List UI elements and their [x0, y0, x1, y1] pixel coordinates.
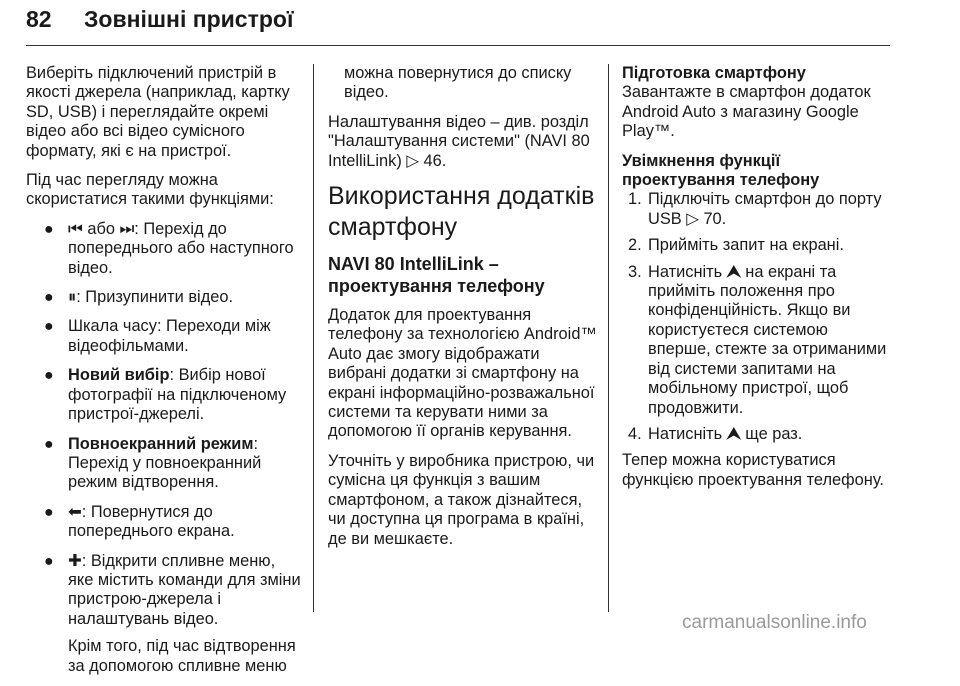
plus-icon: ✚ — [68, 551, 82, 570]
android-auto-icon: ⮝ — [726, 262, 741, 281]
bullet-dot: ● — [44, 367, 54, 385]
bullet-new-selection: ● Новий вибір: Вибір нової фотографії на підключеному пристрої-джерелі. — [44, 366, 287, 424]
watermark: carmanualsonline.info — [682, 612, 867, 633]
projection-description: Додаток для проектування телефону за технологією Android™ Auto дає змогу відображати вибрані додатки зі смартфону на екрані інформаційно-розважальної системи та керувати ними за допомогою її органів керування. — [328, 306, 597, 441]
step-3: 3. Натисніть ⮝ на екрані та прийміть положення про конфіденційність. Якщо ви користуєтеся системою вперше, стежте за отриманими від системи запитами на мобільному пристрої, щоб продовжити. — [628, 262, 887, 417]
prep-title: Підготовка смартфону — [622, 64, 806, 82]
bullet-dot: ● — [44, 318, 54, 336]
page-ref-icon: ▷ — [406, 151, 419, 170]
column-divider-1 — [313, 64, 314, 612]
page-header — [26, 6, 293, 42]
page-ref-icon: ▷ — [686, 209, 699, 228]
column-1 — [26, 64, 301, 686]
skip-back-icon: ⏮ — [68, 219, 83, 238]
section-heading: Використання додатків смартфону — [328, 182, 595, 242]
step-2: 2. Прийміть запит на екрані. — [628, 236, 844, 255]
bullet-dot: ● — [44, 289, 54, 307]
column-divider-2 — [608, 64, 609, 612]
bullet-dot: ● — [44, 435, 54, 453]
bullet-back: ● ⬅: Повернутися до попереднього екрана. — [44, 502, 235, 541]
enable-title: Увімкнення функції проектування телефону — [622, 151, 820, 190]
functions-intro: Під час перегляду можна скористатися такими функціями: — [26, 171, 274, 209]
header-divider — [26, 45, 890, 46]
compatibility-note: Уточніть у виробника пристрою, чи сумісна ця функція з вашим смартфоном, а також дізнайтеся, чи доступна ця програма в країні, де ви мешкаєте. — [328, 451, 595, 548]
video-settings-ref: Налаштування відео – див. розділ "Налаштування системи" (NAVI 80 IntelliLink) ▷ 46. — [328, 112, 590, 170]
continuation-text: можна повернутися до списку відео. — [344, 64, 572, 102]
page-number: 82 — [26, 6, 52, 32]
subsection-heading: NAVI 80 IntelliLink – проектування телефону — [328, 254, 545, 297]
prep-text: Завантажте в смартфон додаток Android Auto з магазину Google Play™. — [622, 83, 871, 141]
column-3 — [622, 64, 890, 500]
bullet-dot: ● — [44, 552, 54, 570]
skip-forward-icon: ⏭ — [119, 219, 135, 238]
page-title: Зовнішні пристрої — [84, 6, 294, 32]
popup-menu-continuation: Крім того, під час відтворення за допомогою спливне меню — [68, 637, 296, 675]
column-2 — [328, 64, 598, 559]
pause-icon: ⏸ — [68, 288, 77, 307]
bullet-timeline: ● Шкала часу: Переходи між відеофільмами. — [44, 317, 271, 355]
step-4: 4. Натисніть ⮝ ще раз. — [628, 424, 803, 443]
bullet-pause: ● ⏸: Призупинити відео. — [44, 288, 234, 307]
bullet-dot: ● — [44, 503, 54, 521]
back-arrow-icon: ⬅ — [68, 502, 82, 521]
bullet-dot: ● — [44, 220, 54, 238]
bullet-prev-next: ● ⏮ або ⏭: Перехід до попереднього або наступного відео. — [44, 219, 294, 277]
bullet-fullscreen: ● Повноекранний режим: Перехід у повноекранний режим відтворення. — [44, 434, 262, 492]
android-auto-icon: ⮝ — [726, 424, 741, 443]
bullet-popup-menu: ● ✚: Відкрити спливне меню, яке містить команди для зміни пристрою-джерела і налаштувань відео. Крім того, під час відтворення за допомогою спливне меню — [44, 551, 301, 675]
step-1: 1. Підключіть смартфон до порту USB ▷ 70. — [628, 190, 882, 228]
final-note: Тепер можна користуватися функцією проектування телефону. — [622, 451, 884, 489]
intro-paragraph: Виберіть підключений пристрій в якості джерела (наприклад, картку SD, USB) і переглядайте окремі відео або всі відео сумісного формату, які є на пристрої. — [26, 64, 290, 160]
